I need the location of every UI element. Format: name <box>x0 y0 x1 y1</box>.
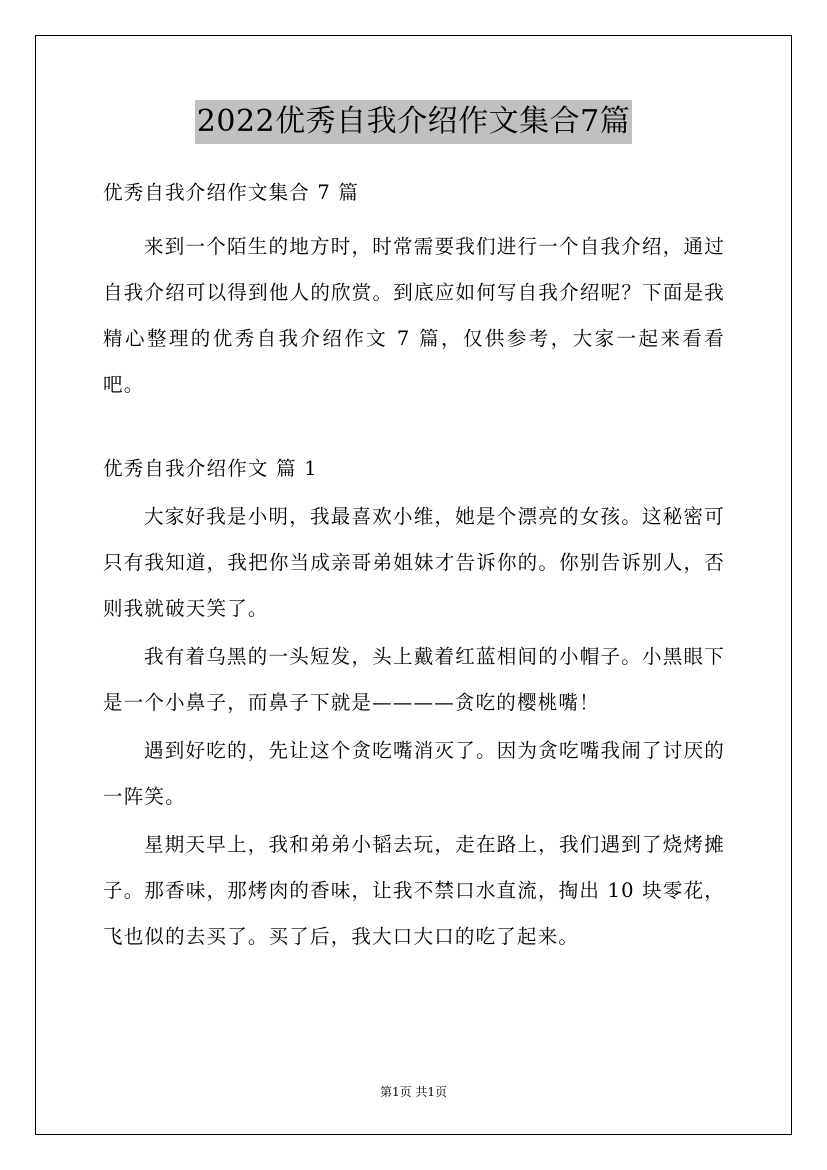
body-paragraph: 遇到好吃的，先让这个贪吃嘴消灭了。因为贪吃嘴我闹了讨厌的一阵笑。 <box>103 739 725 808</box>
title-container <box>0 100 827 144</box>
document-subtitle: 优秀自我介绍作文集合 7 篇 <box>103 181 360 204</box>
section-spacer <box>103 408 725 446</box>
intro-paragraph: 来到一个陌生的地方时，时常需要我们进行一个自我介绍，通过自我介绍可以得到他人的欣赏。到底应如何写自我介绍呢？下面是我精心整理的优秀自我介绍作文 7 篇，仅供参考，大家一起来看看吧。 <box>103 235 725 396</box>
document-title: 2022优秀自我介绍作文集合7篇 <box>195 100 632 144</box>
document-body <box>103 170 725 960</box>
page-footer <box>0 1082 827 1102</box>
body-paragraph: 星期天早上，我和弟弟小韬去玩，走在路上，我们遇到了烧烤摊子。那香味，那烤肉的香味，让我不禁口水直流，掏出 10 块零花，飞也似的去买了。买了后，我大口大口的吃了起来。 <box>103 833 725 948</box>
body-paragraph: 我有着乌黑的一头短发，头上戴着红蓝相间的小帽子。小黑眼下是一个小鼻子，而鼻子下就是————贪吃的樱桃嘴！ <box>103 645 725 714</box>
body-paragraph: 大家好我是小明，我最喜欢小维，她是个漂亮的女孩。这秘密可只有我知道，我把你当成亲哥弟姐妹才告诉你的。你别告诉别人，否则我就破天笑了。 <box>103 505 725 620</box>
section-heading: 优秀自我介绍作文 篇 1 <box>103 457 318 480</box>
page-number: 第1页 共1页 <box>379 1085 448 1099</box>
